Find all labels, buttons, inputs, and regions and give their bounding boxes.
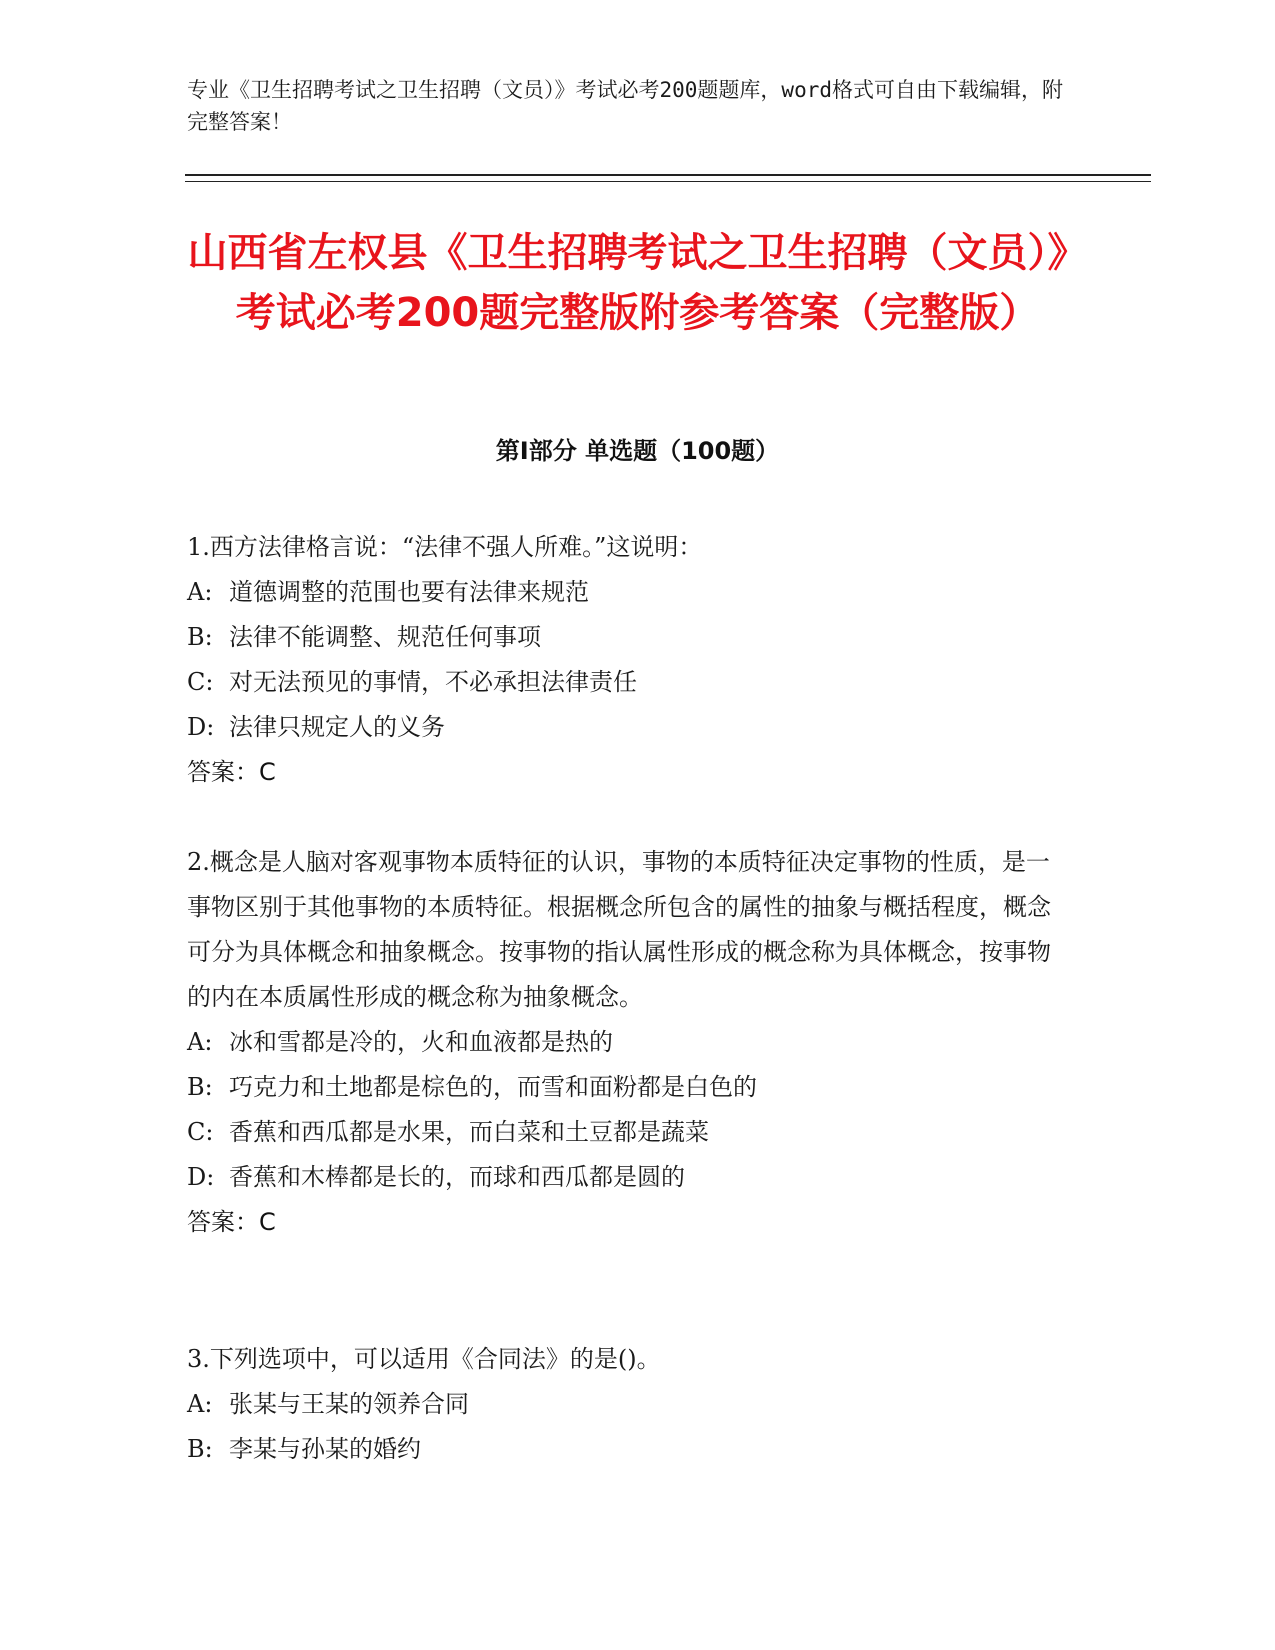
option-letter: D: <box>187 713 215 741</box>
option-text: 冰和雪都是冷的，火和血液都是热的 <box>229 1028 613 1056</box>
answer-line: 答案：C <box>187 758 276 786</box>
option-text: 张某与王某的领养合同 <box>229 1390 469 1418</box>
question-stem: 2.概念是人脑对客观事物本质特征的认识，事物的本质特征决定事物的性质，是一事物区别于其他事物的本质特征。根据概念所包含的属性的抽象与概括程度，概念可分为具体概念和抽象概念。按事物的指认属性形成的概念称为具体概念，按事物的内在本质属性形成的概念称为抽象概念。 <box>187 848 1051 1011</box>
question-stem: 1.西方法律格言说：“法律不强人所难。”这说明： <box>187 533 703 561</box>
option-letter: C: <box>187 1118 214 1146</box>
option-letter: A: <box>187 1390 213 1418</box>
option-letter: B: <box>187 1435 213 1463</box>
question-2 <box>187 840 1067 1245</box>
option-d <box>187 705 1067 750</box>
document-title: 山西省左权县《卫生招聘考试之卫生招聘（文员）》考试必考200题完整版附参考答案（完整版） <box>187 230 1088 336</box>
option-letter: B: <box>187 623 213 651</box>
option-b <box>187 1427 1067 1472</box>
header-note: 专业《卫生招聘考试之卫生招聘（文员）》考试必考200题题库，word格式可自由下载编辑，附完整答案！ <box>187 78 1063 134</box>
option-letter: A: <box>187 578 213 606</box>
option-a <box>187 1020 1067 1065</box>
option-c <box>187 660 1067 705</box>
option-text: 巧克力和土地都是棕色的，而雪和面粉都是白色的 <box>229 1073 757 1101</box>
header-rule-thin <box>185 181 1151 182</box>
option-text: 法律不能调整、规范任何事项 <box>229 623 541 651</box>
option-b <box>187 1065 1067 1110</box>
option-b <box>187 615 1067 660</box>
option-text: 香蕉和木棒都是长的，而球和西瓜都是圆的 <box>229 1163 685 1191</box>
option-a <box>187 570 1067 615</box>
header-rule-thick <box>185 174 1151 176</box>
option-a <box>187 1382 1067 1427</box>
question-3 <box>187 1337 1067 1472</box>
option-letter: B: <box>187 1073 213 1101</box>
option-letter: C: <box>187 668 214 696</box>
question-1 <box>187 525 1067 795</box>
option-d <box>187 1155 1067 1200</box>
option-text: 香蕉和西瓜都是水果，而白菜和土豆都是蔬菜 <box>229 1118 709 1146</box>
option-text: 李某与孙某的婚约 <box>229 1435 421 1463</box>
option-text: 法律只规定人的义务 <box>229 713 445 741</box>
answer-line: 答案：C <box>187 1208 276 1236</box>
option-letter: A: <box>187 1028 213 1056</box>
option-c <box>187 1110 1067 1155</box>
section-title: 第I部分 单选题（100题） <box>495 437 780 465</box>
option-letter: D: <box>187 1163 215 1191</box>
option-text: 对无法预见的事情，不必承担法律责任 <box>229 668 637 696</box>
option-text: 道德调整的范围也要有法律来规范 <box>229 578 589 606</box>
question-stem: 3.下列选项中，可以适用《合同法》的是()。 <box>187 1345 661 1373</box>
